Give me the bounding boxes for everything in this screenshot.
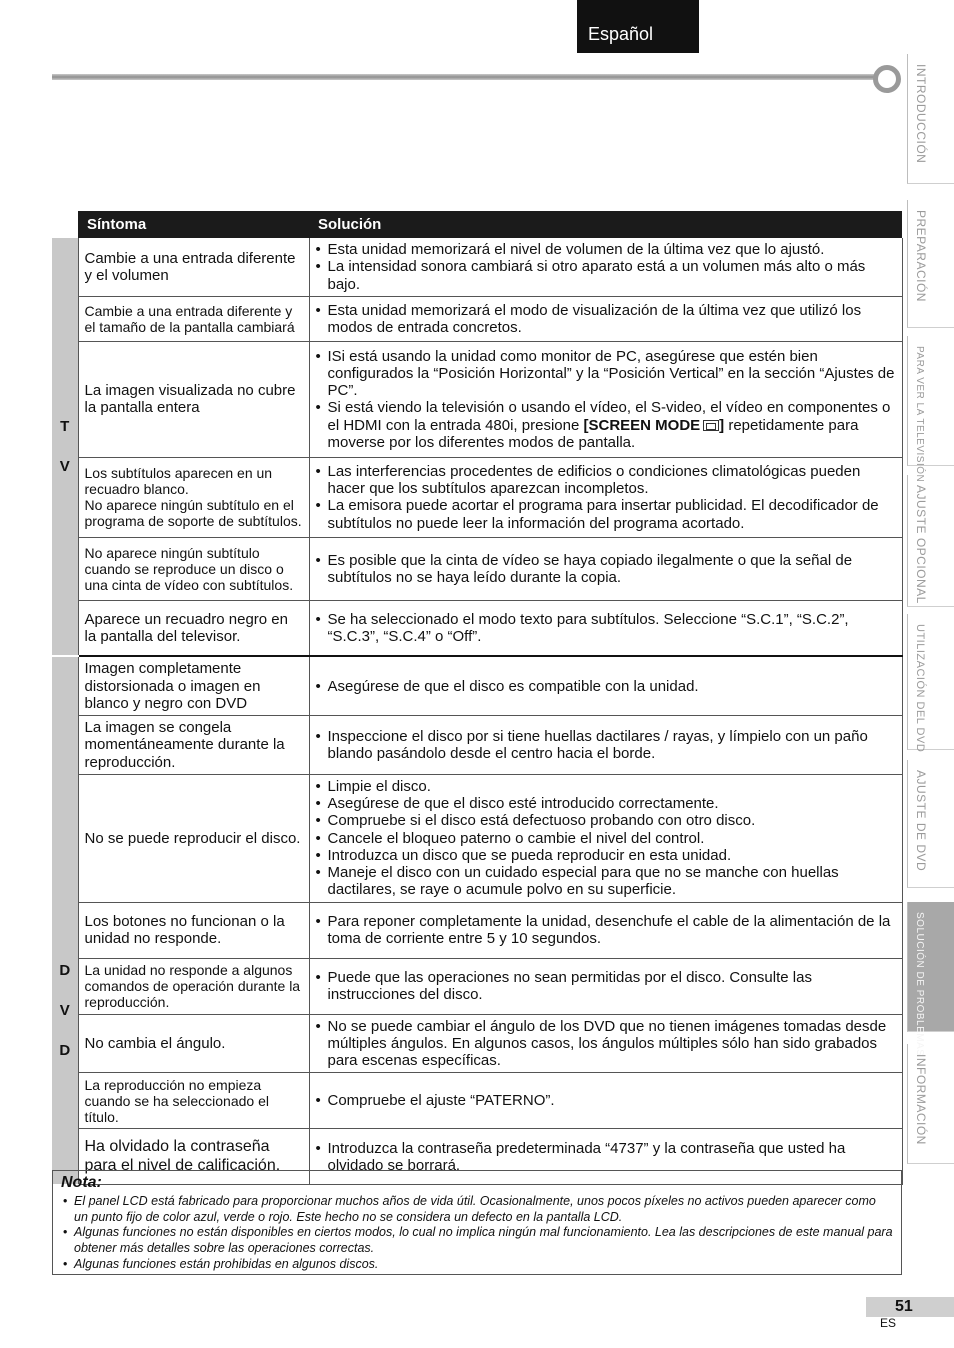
symptom-cell: Imagen completamente distorsionada o imagen en blanco y negro con DVD (78, 656, 309, 715)
category-dvd: D V D (52, 656, 78, 1185)
solution-cell: • Las interferencias procedentes de edificios o condiciones climatológicas pueden hacer que los subtítulos aparezcan incompletos. • La emisora puede acortar el programa para insertar publicidad. El decodificador de subtítulos no puede leer la información del programa acortado. (309, 457, 902, 537)
note-title: Nota: (61, 1174, 102, 1191)
header-rule-end-circle (873, 65, 901, 93)
screen-mode-instruction: • Si está viendo la televisión o usando el vídeo, el S-video, el vídeo en componentes o el HDMI con la entrada 480i, presione [SCREEN MODE ] repetidamente para moverse por los diferentes modos de pantalla. (316, 399, 896, 451)
side-nav-item-ajuste-de-dvd[interactable]: AJUSTE DE DVD (907, 760, 954, 888)
table-row (52, 296, 902, 341)
solution-cell: • ISi está usando la unidad como monitor de PC, asegúrese que estén bien configurados la “Posición Horizontal” y la “Posición Vertical” en la sección “Ajustes de PC”. • Si está viendo la televisión o usando el vídeo, el S-video, el vídeo en componentes o el HDMI con la entrada 480i, presione [SCREEN MODE ] repetidamente para moverse por los diferentes modos de pantalla. (309, 341, 902, 457)
solution-cell: • Para reponer completamente la unidad, desenchufe el cable de la alimentación de la toma de corriente entre 5 y 10 segundos. (309, 902, 902, 958)
symptom-cell: No cambia el ángulo. (78, 1014, 309, 1073)
symptom-cell: Los subtítulos aparecen en un recuadro blanco. No aparece ningún subtítulo en el programa de soporte de subtítulos. (78, 457, 309, 537)
side-nav-item-introduccion[interactable]: INTRODUCCIÓN (907, 54, 954, 184)
symptom-cell: No se puede reproducir el disco. (78, 774, 309, 902)
solution-cell: • Esta unidad memorizará el modo de visualización de la última vez que utilizó los modos de entrada concretos. (309, 296, 902, 341)
screen-mode-icon (703, 420, 719, 431)
symptom-cell: La reproducción no empieza cuando se ha seleccionado el título. (78, 1073, 309, 1129)
solution-cell: • Limpie el disco. • Asegúrese de que el disco esté introducido correctamente. • Compruebe si el disco está defectuoso probando con otro disco. • Cancele el bloqueo paterno o cambie el nivel del control. • Introduzca un disco que se pueda reproducir en esta unidad. • Maneje el disco con un cuidado especial para que no se manche con huellas dactilares, se raye o acumule polvo en su superficie. (309, 774, 902, 902)
table-row (52, 1073, 902, 1129)
symptom-cell: La imagen se congela momentáneamente durante la reproducción. (78, 716, 309, 775)
solution-cell: • Es posible que la cinta de vídeo se haya copiado ilegalmente o que la señal de subtítulos no se haya leído durante la copia. (309, 537, 902, 600)
solution-cell: • Esta unidad memorizará el nivel de volumen de la última vez que lo ajustó. • La intensidad sonora cambiará si otro aparato está a un volumen más alto o más bajo. (309, 238, 902, 296)
side-nav-item-preparacion[interactable]: PREPARACIÓN (907, 200, 954, 328)
table-row (52, 537, 902, 600)
solution-cell: • Introduzca la contraseña predeterminada “4737” y la contraseña que usted ha olvidado se borrará. (309, 1129, 902, 1185)
troubleshooting-table (52, 211, 903, 1186)
language-tab: Español (577, 0, 699, 53)
table-row (52, 457, 902, 537)
note-item: • Algunas funciones no están disponibles en ciertos modos, lo cual no implica ningún mal funcionamiento. Lea las descripciones de este manual para obtener más detalles sobre las operaciones correctas. (61, 1225, 893, 1256)
header-blank-cell (52, 211, 78, 238)
symptom-cell: La unidad no responde a algunos comandos de operación durante la reproducción. (78, 958, 309, 1014)
table-row (52, 716, 902, 775)
side-nav-item-utilizacion-del-dvd[interactable]: UTILIZACIÓN DEL DVD (907, 614, 954, 750)
side-nav-item-ajuste-opcional[interactable]: AJUSTE OPCIONAL (907, 475, 954, 607)
section-side-nav (907, 54, 954, 1164)
symptom-cell: La imagen visualizada no cubre la pantalla entera (78, 341, 309, 457)
side-nav-item-solucion-de-problemas[interactable]: SOLUCIÓN DE PROBLEMAS (907, 902, 954, 1032)
symptom-cell: Cambie a una entrada diferente y el volumen (78, 238, 309, 296)
table-row (52, 902, 902, 958)
table-row (52, 600, 902, 656)
solution-cell: • Compruebe el ajuste “PATERNO”. (309, 1073, 902, 1129)
solution-cell: • Inspeccione el disco por si tiene huellas dactilares / rayas, y límpielo con un paño blando pasándolo desde el centro hacia el borde. (309, 716, 902, 775)
table-row (52, 958, 902, 1014)
note-item: • El panel LCD está fabricado para proporcionar muchos años de vida útil. Ocasionalmente, unos pocos píxeles no activos pueden aparecer como un punto fijo de color azul, verde o rojo. Este hecho no se considera un defecto en la pantalla LCD. (61, 1194, 893, 1225)
side-nav-item-informacion[interactable]: INFORMACIÓN (907, 1044, 954, 1164)
header-solution: Solución (309, 211, 902, 238)
symptom-cell: Ha olvidado la contraseña para el nivel de calificación. (78, 1129, 309, 1185)
solution-cell: • No se puede cambiar el ángulo de los DVD que no tienen imágenes tomadas desde múltiples ángulos. En algunos casos, los ángulos múltiples sólo han sido grabados para escenas específicas. (309, 1014, 902, 1073)
symptom-cell: Los botones no funcionan o la unidad no responde. (78, 902, 309, 958)
solution-cell: • Asegúrese de que el disco es compatible con la unidad. (309, 656, 902, 715)
table-row (52, 238, 902, 296)
table-header-row (52, 211, 902, 238)
symptom-cell: Aparece un recuadro negro en la pantalla del televisor. (78, 600, 309, 656)
note-box (52, 1170, 902, 1275)
note-item: • Algunas funciones están prohibidas en algunos discos. (61, 1257, 893, 1273)
page-number: 51 (866, 1297, 954, 1317)
header-rule (52, 74, 882, 80)
table-row (52, 774, 902, 902)
table-row (52, 656, 902, 715)
header-symptom: Síntoma (78, 211, 309, 238)
solution-cell: • Puede que las operaciones no sean permitidas por el disco. Consulte las instrucciones del disco. (309, 958, 902, 1014)
table-row (52, 1014, 902, 1073)
symptom-cell: Cambie a una entrada diferente y el tamaño de la pantalla cambiará (78, 296, 309, 341)
solution-cell: • Se ha seleccionado el modo texto para subtítulos. Seleccione “S.C.1”, “S.C.2”, “S.C.3”, “S.C.4” o “Off”. (309, 600, 902, 656)
table-row (52, 341, 902, 457)
side-nav-item-para-ver-la-television[interactable]: PARA VER LA TELEVISIÓN (907, 336, 954, 466)
page-language-code: ES (880, 1316, 897, 1330)
symptom-cell: No aparece ningún subtítulo cuando se reproduce un disco o una cinta de vídeo con subtítulos. (78, 537, 309, 600)
category-tv: T V (52, 238, 78, 656)
